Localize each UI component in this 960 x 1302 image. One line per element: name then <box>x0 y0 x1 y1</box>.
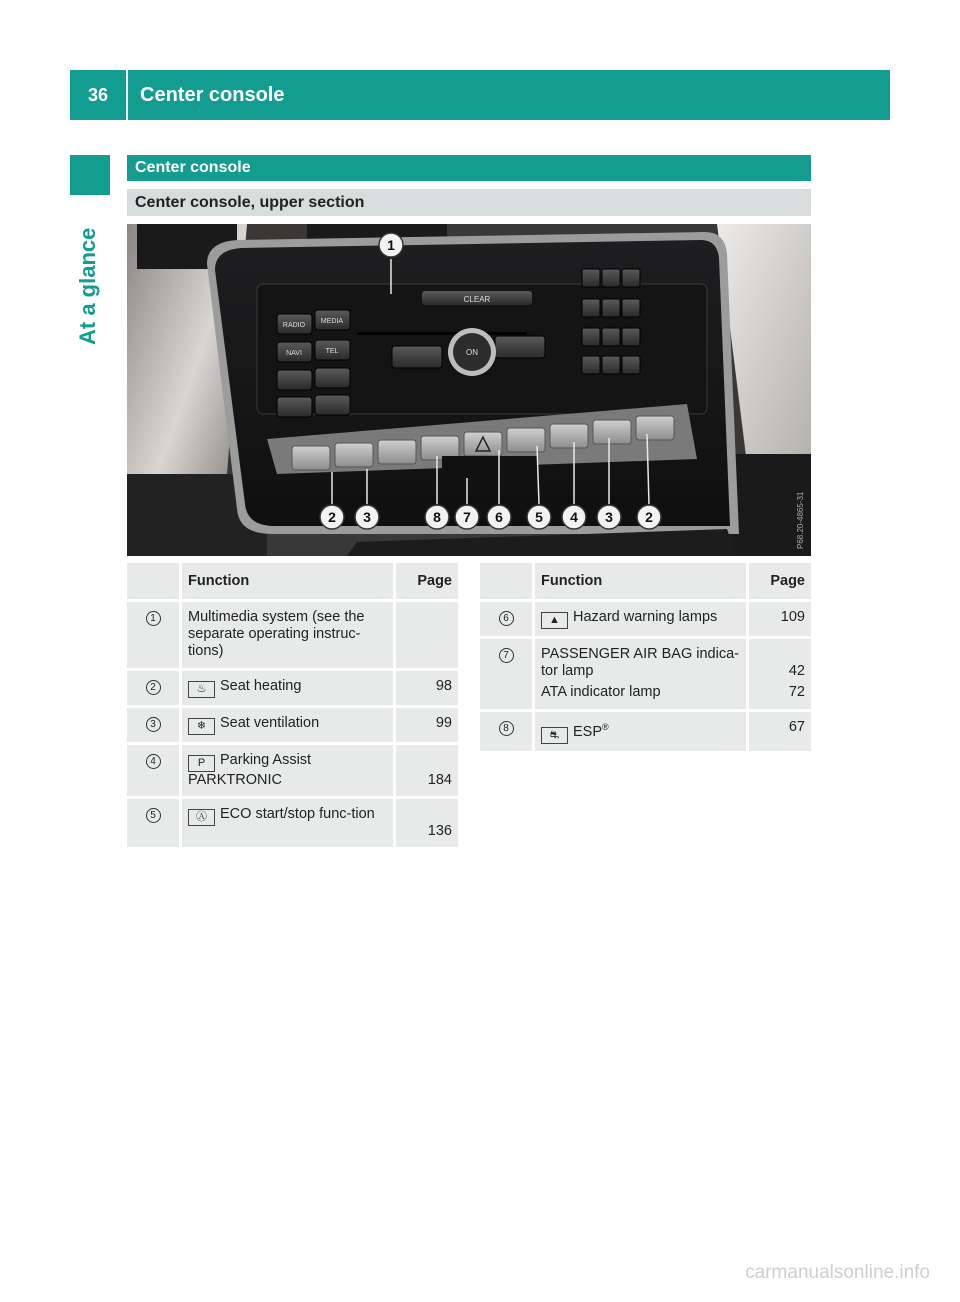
navi-button-label: NAVI <box>286 350 302 357</box>
row-function-2: ATA indicator lamp <box>541 684 661 700</box>
callout-1: 1 <box>387 237 395 253</box>
row-number: 7 <box>499 648 514 663</box>
table-row <box>127 799 461 850</box>
callout-3-left: 3 <box>363 509 371 525</box>
col-page-header: Page <box>749 563 814 602</box>
table-row <box>480 602 814 639</box>
on-knob-label: ON <box>466 348 478 357</box>
row-page: 109 <box>749 602 814 639</box>
row-page: 98 <box>396 671 461 708</box>
hazard-icon: ▲ <box>541 612 568 629</box>
esp-off-icon: ⛐ <box>541 727 568 744</box>
clear-button-label: CLEAR <box>463 295 491 304</box>
figure-code: P68.20-4865-31 <box>796 491 805 549</box>
table-row <box>127 745 461 799</box>
row-function: Parking Assist PARKTRONIC <box>188 752 312 788</box>
row-page-2: 72 <box>788 684 805 700</box>
row-number: 1 <box>146 611 161 626</box>
row-function: ESP <box>573 723 603 740</box>
row-page: 184 <box>396 745 461 799</box>
section-subtitle: Center console, upper section <box>127 189 811 216</box>
function-table-left <box>127 563 461 850</box>
header-divider <box>126 70 128 120</box>
table-row <box>127 671 461 708</box>
callout-2-left: 2 <box>328 509 336 525</box>
callout-8: 8 <box>433 509 441 525</box>
callout-6: 6 <box>495 509 503 525</box>
row-function: Multimedia system (see the separate operating instruc-tions) <box>182 602 396 671</box>
eco-icon: Ⓐ <box>188 809 215 826</box>
media-button-label: MEDIA <box>320 318 344 325</box>
table-row <box>480 712 814 754</box>
row-function: PASSENGER AIR BAG indica-tor lamp <box>541 646 739 679</box>
callout-7: 7 <box>463 509 471 525</box>
page-header <box>70 70 890 120</box>
row-function: Hazard warning lamps <box>573 609 718 625</box>
row-page: 67 <box>749 712 814 754</box>
registered-mark: ® <box>602 722 609 732</box>
col-num-header <box>480 563 535 602</box>
tel-button-label: TEL <box>325 348 339 355</box>
row-number: 8 <box>499 721 514 736</box>
row-number: 3 <box>146 717 161 732</box>
callout-5: 5 <box>535 509 543 525</box>
section-title: Center console <box>127 155 811 181</box>
table-row <box>480 639 814 712</box>
side-tab-label: At a glance <box>75 227 100 345</box>
col-page-header: Page <box>396 563 461 602</box>
function-table-right <box>480 563 814 754</box>
col-function-header: Function <box>535 563 749 602</box>
table-row <box>127 602 461 671</box>
header-title: Center console <box>140 84 285 106</box>
footer-watermark: carmanualsonline.info <box>745 1262 930 1283</box>
row-page <box>396 602 461 671</box>
seat-vent-icon: ❄ <box>188 718 215 735</box>
col-num-header <box>127 563 182 602</box>
parktronic-icon: P <box>188 755 215 772</box>
row-page: 136 <box>396 799 461 850</box>
row-number: 5 <box>146 808 161 823</box>
row-function: Seat heating <box>220 678 302 694</box>
row-number: 2 <box>146 680 161 695</box>
radio-button-label: RADIO <box>282 322 306 329</box>
row-number: 4 <box>146 754 161 769</box>
side-tab-marker <box>70 155 110 195</box>
col-function-header: Function <box>182 563 396 602</box>
row-function: Seat ventilation <box>220 715 320 731</box>
seat-heat-icon: ♨ <box>188 681 215 698</box>
table-row <box>127 708 461 745</box>
row-page: 99 <box>396 708 461 745</box>
page-number: 36 <box>87 85 109 105</box>
row-page: 42 <box>788 663 805 679</box>
center-console-photo <box>127 224 811 556</box>
callout-3-right: 3 <box>605 509 613 525</box>
row-number: 6 <box>499 611 514 626</box>
callout-2-right: 2 <box>645 509 653 525</box>
row-function: ECO start/stop func-tion <box>220 806 375 822</box>
callout-4: 4 <box>570 509 578 525</box>
